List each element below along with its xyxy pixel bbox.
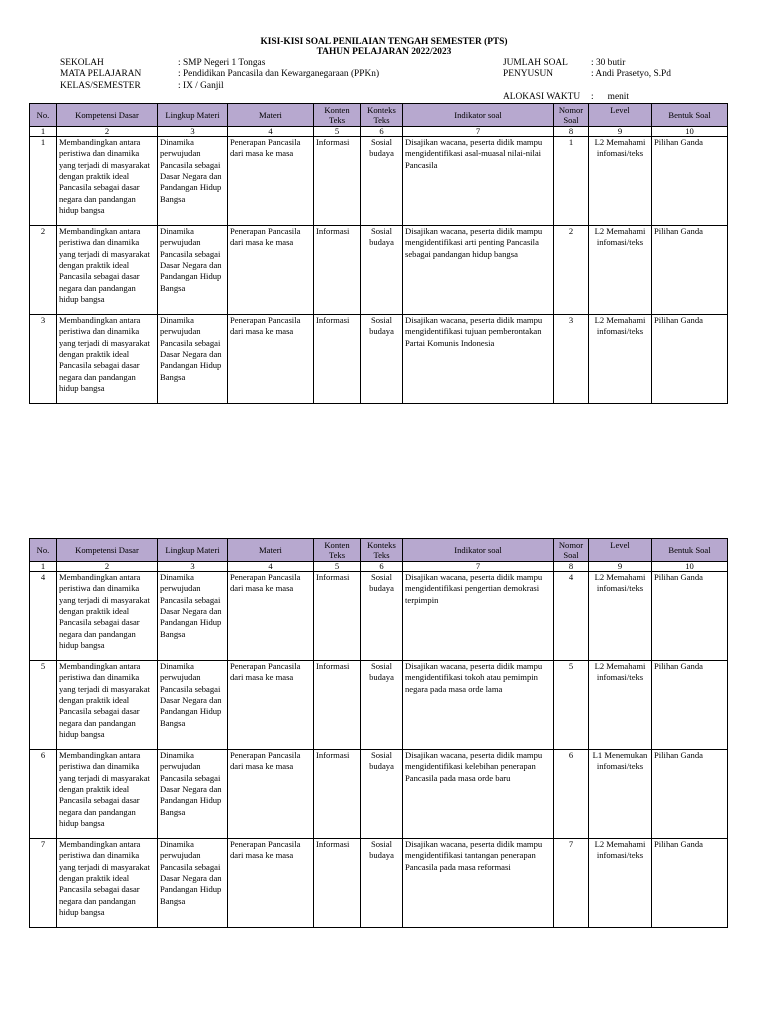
cell-lingkup-materi: Dinamika perwujudan Pancasila sebagai Dasar Negara dan Pandangan Hidup Bangsa [158,750,228,839]
header-kompetensi-dasar: Kompetensi Dasar [57,539,158,562]
cell-konten-teks: Informasi [314,839,361,928]
cell-no: 6 [30,750,57,839]
header-bentuk-soal: Bentuk Soal [652,539,728,562]
cell-indikator-soal: Disajikan wacana, peserta didik mampu mengidentifikasi arti penting Pancasila sebagai pandangan hidup bangsa [403,226,554,315]
cell-nomor-soal: 7 [554,839,589,928]
cell-no: 3 [30,315,57,404]
column-number: 5 [314,562,361,572]
mapel-value: : Pendidikan Pancasila dan Kewarganegaraan (PPKn) [178,69,380,79]
header-konteks-teks: Konteks Teks [361,104,403,127]
cell-indikator-soal: Disajikan wacana, peserta didik mampu mengidentifikasi asal-muasal nilai-nilai Pancasila [403,137,554,226]
cell-konten-teks: Informasi [314,315,361,404]
column-number: 10 [652,127,728,137]
cell-lingkup-materi: Dinamika perwujudan Pancasila sebagai Dasar Negara dan Pandangan Hidup Bangsa [158,315,228,404]
cell-lingkup-materi: Dinamika perwujudan Pancasila sebagai Dasar Negara dan Pandangan Hidup Bangsa [158,137,228,226]
cell-bentuk-soal: Pilihan Ganda [652,839,728,928]
cell-kompetensi-dasar: Membandingkan antara peristiwa dan dinamika yang terjadi di masyarakat dengan praktik ideal Pancasila sebagai dasar negara dan pandangan hidup bangsa [57,315,158,404]
cell-konteks-teks: Sosial budaya [361,226,403,315]
sekolah-value: : SMP Negeri 1 Tongas [178,58,266,68]
cell-nomor-soal: 4 [554,572,589,661]
cell-no: 5 [30,661,57,750]
table-row [30,137,728,226]
cell-kompetensi-dasar: Membandingkan antara peristiwa dan dinamika yang terjadi di masyarakat dengan praktik ideal Pancasila sebagai dasar negara dan pandangan hidup bangsa [57,661,158,750]
cell-konteks-teks: Sosial budaya [361,750,403,839]
header-indikator-soal: Indikator soal [403,104,554,127]
header-level [589,104,652,127]
header-lingkup-materi: Lingkup Materi [158,104,228,127]
cell-materi: Penerapan Pancasila dari masa ke masa [228,137,314,226]
column-number: 8 [554,562,589,572]
cell-konten-teks: Informasi [314,226,361,315]
kelas-label: KELAS/SEMESTER [60,81,141,91]
document-title: KISI-KISI SOAL PENILAIAN TENGAH SEMESTER (PTS) [260,37,508,47]
header-materi: Materi [228,104,314,127]
cell-konten-teks: Informasi [314,137,361,226]
header-no: No. [30,104,57,127]
header-konten-teks: Konten Teks [314,104,361,127]
cell-level: L2 Memahami infomasi/teks [589,839,652,928]
table-row [30,226,728,315]
column-number: 10 [652,562,728,572]
cell-level: L2 Memahami infomasi/teks [589,661,652,750]
cell-level: L2 Memahami infomasi/teks [589,315,652,404]
column-number: 9 [589,127,652,137]
cell-bentuk-soal: Pilihan Ganda [652,661,728,750]
mapel-label: MATA PELAJARAN [60,69,142,79]
cell-kompetensi-dasar: Membandingkan antara peristiwa dan dinamika yang terjadi di masyarakat dengan praktik ideal Pancasila sebagai dasar negara dan pandangan hidup bangsa [57,572,158,661]
cell-level: L2 Memahami infomasi/teks [589,572,652,661]
cell-bentuk-soal: Pilihan Ganda [652,315,728,404]
penyusun-value: : Andi Prasetyo, S.Pd [591,69,671,79]
cell-no: 7 [30,839,57,928]
cell-indikator-soal: Disajikan wacana, peserta didik mampu mengidentifikasi tokoh atau pemimpin negara pada masa orde lama [403,661,554,750]
table-row [30,839,728,928]
column-number: 2 [57,127,158,137]
cell-konteks-teks: Sosial budaya [361,839,403,928]
table-row [30,750,728,839]
cell-nomor-soal: 2 [554,226,589,315]
column-number: 6 [361,562,403,572]
cell-indikator-soal: Disajikan wacana, peserta didik mampu mengidentifikasi tujuan pemberontakan Partai Komunis Indonesia [403,315,554,404]
header-kompetensi-dasar: Kompetensi Dasar [57,104,158,127]
cell-materi: Penerapan Pancasila dari masa ke masa [228,839,314,928]
header-level-label: Level [610,539,630,550]
cell-lingkup-materi: Dinamika perwujudan Pancasila sebagai Dasar Negara dan Pandangan Hidup Bangsa [158,839,228,928]
cell-konteks-teks: Sosial budaya [361,572,403,661]
column-number: 7 [403,562,554,572]
column-number: 6 [361,127,403,137]
cell-materi: Penerapan Pancasila dari masa ke masa [228,572,314,661]
cell-kompetensi-dasar: Membandingkan antara peristiwa dan dinamika yang terjadi di masyarakat dengan praktik ideal Pancasila sebagai dasar negara dan pandangan hidup bangsa [57,226,158,315]
cell-konten-teks: Informasi [314,661,361,750]
document-subtitle: TAHUN PELAJARAN 2022/2023 [316,47,452,57]
cell-bentuk-soal: Pilihan Ganda [652,572,728,661]
penyusun-label: PENYUSUN [503,69,554,79]
table-row [30,661,728,750]
cell-materi: Penerapan Pancasila dari masa ke masa [228,315,314,404]
kisi-kisi-table-page-2 [29,538,728,928]
cell-materi: Penerapan Pancasila dari masa ke masa [228,750,314,839]
cell-lingkup-materi: Dinamika perwujudan Pancasila sebagai Dasar Negara dan Pandangan Hidup Bangsa [158,226,228,315]
jumlah-soal-value: : 30 butir [591,58,626,68]
cell-indikator-soal: Disajikan wacana, peserta didik mampu mengidentifikasi tantangan penerapan Pancasila pada masa reformasi [403,839,554,928]
cell-konteks-teks: Sosial budaya [361,661,403,750]
header-indikator-soal: Indikator soal [403,539,554,562]
cell-no: 2 [30,226,57,315]
column-number: 3 [158,127,228,137]
column-number: 5 [314,127,361,137]
column-number: 7 [403,127,554,137]
sekolah-label: SEKOLAH [60,58,104,68]
header-konteks-teks: Konteks Teks [361,539,403,562]
cell-nomor-soal: 6 [554,750,589,839]
column-number-row [30,562,728,572]
cell-level: L1 Menemukan infomasi/teks [589,750,652,839]
cell-bentuk-soal: Pilihan Ganda [652,226,728,315]
cell-materi: Penerapan Pancasila dari masa ke masa [228,226,314,315]
cell-no: 4 [30,572,57,661]
cell-lingkup-materi: Dinamika perwujudan Pancasila sebagai Dasar Negara dan Pandangan Hidup Bangsa [158,661,228,750]
cell-bentuk-soal: Pilihan Ganda [652,750,728,839]
alokasi-waktu-label: ALOKASI WAKTU [503,92,581,102]
header-row [30,539,728,562]
cell-bentuk-soal: Pilihan Ganda [652,137,728,226]
cell-indikator-soal: Disajikan wacana, peserta didik mampu mengidentifikasi pengertian demokrasi terpimpin [403,572,554,661]
cell-kompetensi-dasar: Membandingkan antara peristiwa dan dinamika yang terjadi di masyarakat dengan praktik ideal Pancasila sebagai dasar negara dan pandangan hidup bangsa [57,750,158,839]
cell-konten-teks: Informasi [314,572,361,661]
cell-level: L2 Memahami infomasi/teks [589,226,652,315]
header-lingkup-materi: Lingkup Materi [158,539,228,562]
cell-lingkup-materi: Dinamika perwujudan Pancasila sebagai Dasar Negara dan Pandangan Hidup Bangsa [158,572,228,661]
column-number: 1 [30,127,57,137]
cell-indikator-soal: Disajikan wacana, peserta didik mampu mengidentifikasi kelebihan penerapan Pancasila pada masa orde baru [403,750,554,839]
column-number: 4 [228,127,314,137]
header-nomor-soal: Nomor Soal [554,104,589,127]
table-row [30,315,728,404]
header-row [30,104,728,127]
column-number: 1 [30,562,57,572]
cell-level: L2 Memahami infomasi/teks [589,137,652,226]
cell-konteks-teks: Sosial budaya [361,315,403,404]
header-materi: Materi [228,539,314,562]
kisi-kisi-table-page-1 [29,103,728,404]
cell-kompetensi-dasar: Membandingkan antara peristiwa dan dinamika yang terjadi di masyarakat dengan praktik ideal Pancasila sebagai dasar negara dan pandangan hidup bangsa [57,137,158,226]
column-number: 8 [554,127,589,137]
table-row [30,572,728,661]
header-level-label: Level [610,104,630,115]
column-number: 2 [57,562,158,572]
header-konten-teks: Konten Teks [314,539,361,562]
cell-no: 1 [30,137,57,226]
column-number-row [30,127,728,137]
column-number: 9 [589,562,652,572]
jumlah-soal-label: JUMLAH SOAL [503,58,568,68]
cell-kompetensi-dasar: Membandingkan antara peristiwa dan dinamika yang terjadi di masyarakat dengan praktik ideal Pancasila sebagai dasar negara dan pandangan hidup bangsa [57,839,158,928]
cell-konteks-teks: Sosial budaya [361,137,403,226]
header-level [589,539,652,562]
header-nomor-soal: Nomor Soal [554,539,589,562]
cell-nomor-soal: 1 [554,137,589,226]
cell-materi: Penerapan Pancasila dari masa ke masa [228,661,314,750]
column-number: 3 [158,562,228,572]
header-bentuk-soal: Bentuk Soal [652,104,728,127]
alokasi-waktu-value: : menit [591,92,630,102]
header-no: No. [30,539,57,562]
cell-nomor-soal: 3 [554,315,589,404]
kelas-value: : IX / Ganjil [178,81,224,91]
cell-nomor-soal: 5 [554,661,589,750]
column-number: 4 [228,562,314,572]
cell-konten-teks: Informasi [314,750,361,839]
